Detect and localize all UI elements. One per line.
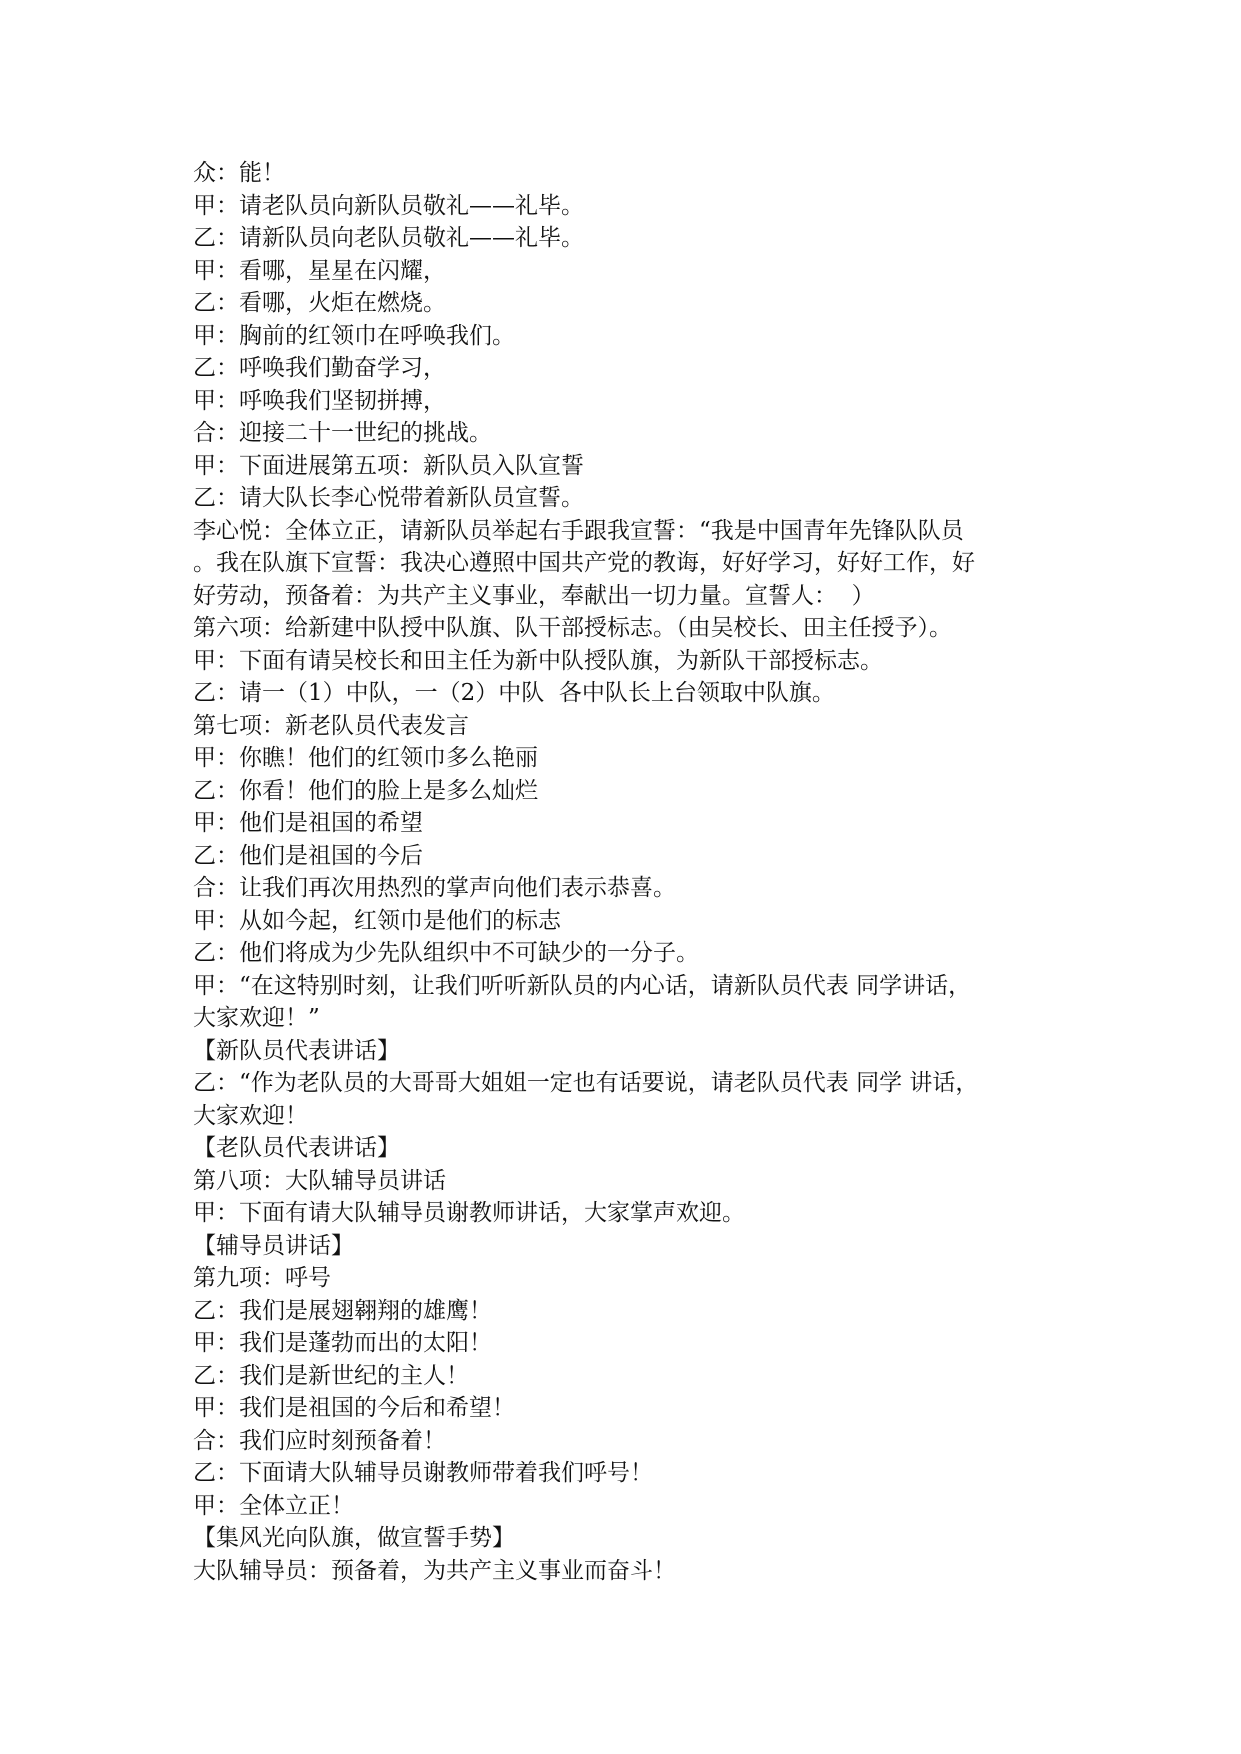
text-line: 乙：看哪，火炬在燃烧。 (193, 290, 446, 316)
text-line: 第七项：新老队员代表发言 (193, 712, 469, 739)
document-body (193, 157, 1053, 1587)
text-line: 甲：他们是祖国的希望 (193, 810, 423, 836)
text-line: 大家欢迎！ (193, 1102, 308, 1129)
text-line: 甲：从如今起，红领巾是他们的标志 (193, 907, 561, 934)
text-line: 乙：“作为老队员的大哥哥大姐姐一定也有话要说，请老队员代表 同学 讲话， (193, 1070, 979, 1096)
text-line: 甲：请老队员向新队员敬礼——礼毕。 (193, 192, 584, 219)
text-line: 乙：请新队员向老队员敬礼——礼毕。 (193, 225, 584, 251)
text-line: 【集风光向队旗，做宣誓手势】 (193, 1525, 515, 1551)
text-line: 合：让我们再次用热烈的掌声向他们表示恭喜。 (193, 875, 676, 901)
text-line: 乙：下面请大队辅导员谢教师带着我们呼号！ (193, 1460, 653, 1486)
text-line: 乙：呼唤我们勤奋学习， (193, 355, 446, 381)
text-line: 甲：全体立正！ (193, 1492, 354, 1519)
text-line: 【辅导员讲话】 (193, 1232, 354, 1259)
text-line: 甲：下面有请大队辅导员谢教师讲话，大家掌声欢迎。 (193, 1200, 745, 1226)
text-line: 众：能！ (193, 160, 285, 186)
text-line: 乙：我们是新世纪的主人！ (193, 1362, 469, 1389)
text-line: 。我在队旗下宣誓：我决心遵照中国共产党的教诲，好好学习，好好工作，好 (193, 550, 975, 576)
text-line: 乙：你看！他们的脸上是多么灿烂 (193, 777, 538, 804)
text-line: 甲：“在这特别时刻，让我们听听新队员的内心话，请新队员代表 同学讲话， (193, 972, 972, 999)
text-line: 第九项：呼号 (193, 1265, 331, 1291)
text-line: 合：迎接二十一世纪的挑战。 (193, 420, 492, 446)
text-line: 第八项：大队辅导员讲话 (193, 1167, 446, 1194)
text-line: 大家欢迎！” (193, 1005, 320, 1031)
text-line: 甲：胸前的红领巾在呼唤我们。 (193, 322, 515, 349)
text-line: 乙：请大队长李心悦带着新队员宣誓。 (193, 485, 584, 511)
text-line: 乙：他们是祖国的今后 (193, 842, 423, 869)
text-line: 好劳动，预备着：为共产主义事业，奉献出一切力量。宣誓人： ） (193, 582, 875, 609)
text-line: 大队辅导员：预备着，为共产主义事业而奋斗！ (193, 1557, 676, 1584)
text-line: 甲：我们是祖国的今后和希望！ (193, 1395, 515, 1421)
text-line: 甲：我们是蓬勃而出的太阳！ (193, 1330, 492, 1356)
text-line: 甲：呼唤我们坚韧拼搏， (193, 387, 446, 414)
text-line: 甲：你瞧！他们的红领巾多么艳丽 (193, 745, 538, 771)
text-line: 乙：请一（1）中队，一（2）中队 各中队长上台领取中队旗。 (193, 680, 835, 706)
text-line: 第六项：给新建中队授中队旗、队干部授标志。（由吴校长、田主任授予）。 (193, 615, 952, 641)
text-line: 甲：下面进展第五项：新队员入队宣誓 (193, 452, 584, 479)
text-line: 甲：看哪，星星在闪耀， (193, 257, 446, 284)
text-line: 【老队员代表讲话】 (193, 1135, 400, 1161)
text-line: 李心悦：全体立正，请新队员举起右手跟我宣誓：“我是中国青年先锋队队员 (193, 517, 964, 544)
text-line: 合：我们应时刻预备着！ (193, 1427, 446, 1454)
text-line: 【新队员代表讲话】 (193, 1037, 400, 1064)
text-line: 甲：下面有请吴校长和田主任为新中队授队旗，为新队干部授标志。 (193, 647, 883, 674)
text-line: 乙：他们将成为少先队组织中不可缺少的一分子。 (193, 940, 699, 966)
text-line: 乙：我们是展翅翱翔的雄鹰！ (193, 1297, 492, 1324)
